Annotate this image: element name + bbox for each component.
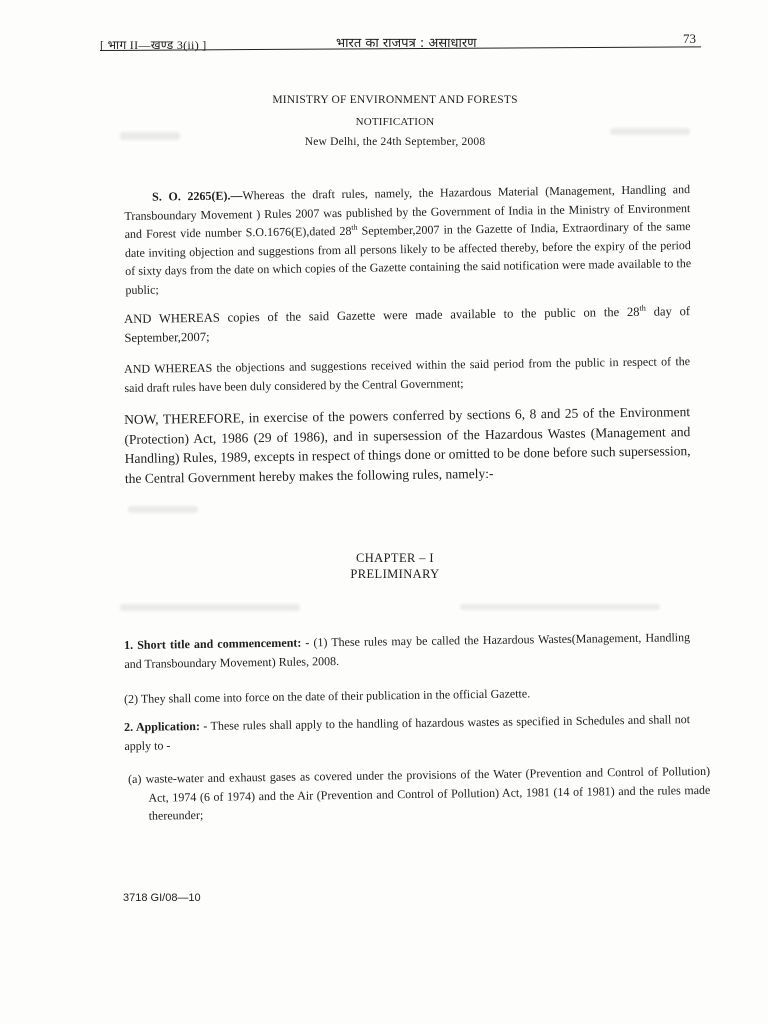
preamble-text: September,2007 in the Gazette of India, Extraordinary of the same date inviting objection and suggestions from all persons likely to be affected thereby, before the expiry of the period of sixty days from the date on which copies of the Gazette containing the said notification were made available to the public;: [124, 219, 692, 297]
ministry-title: MINISTRY OF ENVIRONMENT AND FORESTS: [272, 94, 518, 106]
header-part-section: [ भाग II—खण्ड 3(ii) ]: [100, 38, 207, 52]
rule-1-subrule-2: (2) They shall come into force on the date of their publication in the official Gazette.: [124, 686, 531, 706]
whereas-text: AND WHEREAS copies of the said Gazette were made available to the public on the 28: [124, 304, 640, 326]
chapter-name: PRELIMINARY: [350, 567, 440, 581]
notification-heading: NOTIFICATION: [355, 116, 435, 128]
superscript: th: [351, 222, 358, 232]
whereas-paragraph-1: [124, 302, 690, 347]
rule-1-paragraph: [124, 628, 690, 673]
superscript: th: [639, 303, 646, 313]
header-gazette-title: भारत का राजपत्र : असाधारण: [336, 36, 477, 51]
print-code: 3718 GI/08—10: [123, 892, 201, 904]
scan-smudge: [610, 128, 690, 135]
rule-2-text: These rules shall apply to the handling of hazardous wastes as specified in Schedules and shall not apply to -: [124, 712, 691, 753]
preamble-paragraph-1: [124, 180, 691, 299]
preamble-text: Whereas the draft rules, namely, the Hazardous Material (Management, Handling and Transboundary Movement ) Rules 2007 was published by the Government of India in the Ministry of Environment and Forest vide number S.O.1676(E),dated 28: [124, 182, 691, 241]
rule-2-heading: 2. Application: -: [124, 718, 208, 734]
rule-2-paragraph: [124, 710, 690, 755]
page-number: 73: [683, 31, 696, 46]
now-therefore-paragraph: NOW, THEREFORE, in exercise of the powers conferred by sections 6, 8 and 25 of the Environment (Protection) Act, 1986 (29 of 1986), and in supersession of the Hazardous Wastes (Management and Handling) Rules, 1989, excepts in respect of things done or omitted to be done before such supersession, the Central Government hereby makes the following rules, namely:-: [124, 404, 691, 486]
place-date: New Delhi, the 24th September, 2008: [304, 136, 486, 148]
scan-smudge: [128, 506, 198, 513]
rule-2-clause-a: (a) waste-water and exhaust gases as covered under the provisions of the Water (Prevention and Control of Pollution) Act, 1974 (6 of 1974) and the Air (Prevention and Control of Pollution) Act, 1981 (14 of 1981) and the rules made thereunder;: [128, 763, 711, 823]
so-number: S. O. 2265(E).—: [152, 188, 243, 204]
whereas-text: day of September,2007;: [124, 304, 691, 345]
chapter-number: CHAPTER – I: [355, 551, 434, 565]
scan-smudge: [120, 604, 300, 611]
whereas-paragraph-2: AND WHEREAS the objections and suggestions received within the said period from the public in respect of the said draft rules have been duly considered by the Central Government;: [124, 354, 691, 395]
scan-smudge: [460, 604, 660, 610]
rule-1-heading: 1. Short title and commencement: -: [124, 635, 310, 652]
rule-1-text: (1) These rules may be called the Hazardous Wastes(Management, Handling and Transboundary Movement) Rules, 2008.: [124, 630, 691, 671]
